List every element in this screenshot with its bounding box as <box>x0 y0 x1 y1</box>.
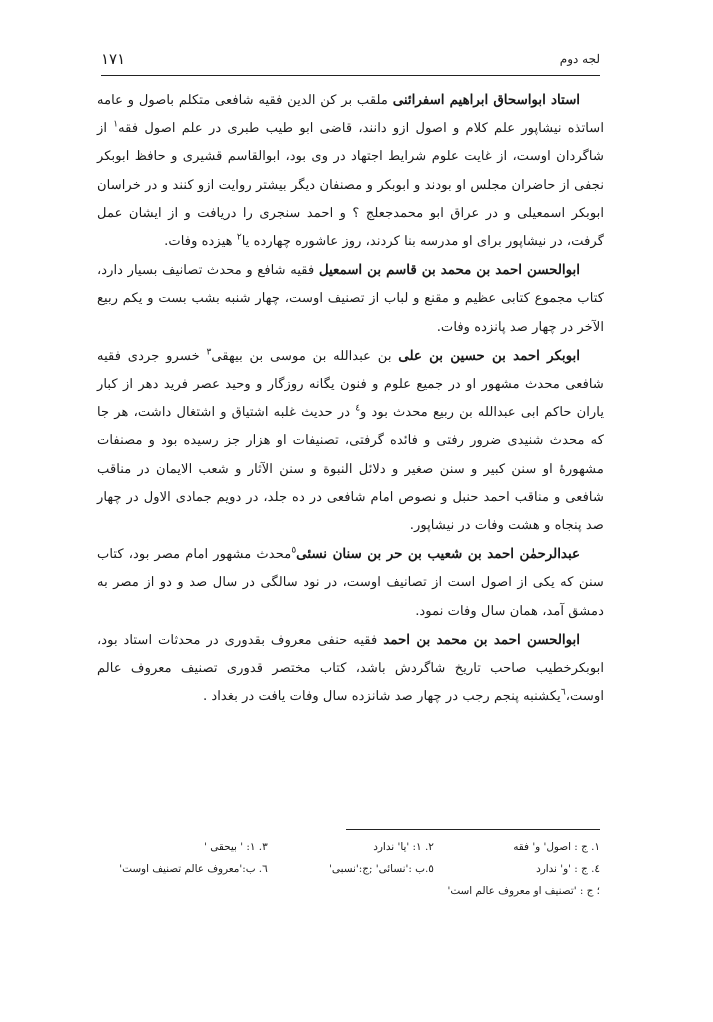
entry-name: عبدالرحمٰن احمد بن شعیب بن حر بن سنان نسئی <box>296 546 580 563</box>
footnote-rule <box>346 829 600 830</box>
footnote-marker: ٤ <box>355 403 361 414</box>
entry-text: خسرو جردی فقیه شافعی محدث مشهور او در جمیع علوم و فنون یگانه روزگار و وحید عصر فرید دهر از کبار یاران حاکم ابی عبدالله بن ربیع محدث بود و <box>97 348 604 421</box>
footnote-marker: ۳ <box>206 347 212 358</box>
footnote: ٦. ب:'معروف عالم تصنیف اوست' <box>119 863 268 875</box>
entry-abul-hasan-qasim <box>97 256 604 342</box>
footnote: ؛ ج : 'تصنیف او معروف عالم است' <box>447 885 600 897</box>
entry-text: از شاگردان اوست، از غایت علوم شرایط اجتهاد در وی بود، ابوالقاسم قشیری و حافظ ابوبکر نجفی از حاضران مجلس او بودند و ابوبکر و مصنفان دیگر بیشتر روایت ازو کنند و در خراسان ابوبکر اسمعیلی و در عراق ابو محمدجعلج ؟ و احمد سنجری را دریافت و از ایشان عمل گرفت، در نیشاپور برای او مدرسه بنا کردند، روز عاشوره چهارده یا <box>97 121 604 250</box>
entry-nasai <box>97 540 604 626</box>
footnote: ٤. ج : 'و' ندارد <box>536 863 600 875</box>
footnote-row <box>101 836 600 858</box>
running-title: لجه دوم <box>559 52 600 66</box>
footnote-marker: ۱ <box>113 119 119 130</box>
footnote-row <box>101 880 600 902</box>
footnote-marker: ۲ <box>236 232 242 243</box>
footnotes <box>101 836 600 902</box>
footnote: ٥.ب :'نسائی' ;ج:'نسبی' <box>329 863 434 875</box>
footnote-row <box>101 858 600 880</box>
page-header <box>101 44 600 74</box>
entry-text: در حدیث غلبه اشتیاق و اشتغال داشت، هر جا که محدث شنیدی ضرور رفتی و فائده گرفتی، تصنیفات او هزار جز رسیده بود و مصنفات مشهورهٔ او سنن کبیر و سنن صغیر و دلائل النبوة و سنن الآثار و شعب الایمان در مناقب شافعی و مناقب احمد حنبل و نصوص امام شافعی در ده جلد، در دویم جمادی الاول در چهار صد پنجاه و هشت وفات در نیشاپور. <box>97 405 604 534</box>
page-number: ۱۷۱ <box>101 50 126 68</box>
body-text <box>97 86 604 711</box>
entry-text: فقیه حنفی معروف بقدوری در محدثات استاد بود، ابوبکرخطیب صاحب تاریخ شاگردش باشد، کتاب مختصر قدوری تصنیف معروف عالم اوست، <box>97 632 604 705</box>
footnote: ۱. ج : اصول' و' فقه <box>513 841 600 853</box>
entry-name: ابوالحسن احمد بن محمد بن قاسم بن اسمعیل <box>318 262 580 279</box>
entry-quduri <box>97 626 604 712</box>
header-rule <box>101 75 600 76</box>
entry-text: محدث مشهور امام مصر بود، کتاب سنن که یکی از اصول است از تصانیف اوست، در نود سالگی در سال صد و دو از مصر به دمشق آمد، همان سال وفات نمود. <box>97 547 604 619</box>
entry-name: ابوالحسن احمد بن محمد بن احمد <box>383 631 580 648</box>
footnote: ۳. ۱: ' بیحقی ' <box>204 841 268 853</box>
entry-bayhaqi <box>97 342 604 540</box>
entry-abu-ishaq <box>97 86 604 256</box>
entry-text: بن عبدالله بن موسی بن بیهقی <box>211 348 399 364</box>
entry-name: استاد ابواسحاق ابراهیم اسفرائنی <box>392 92 581 108</box>
entry-name: ابوبکر احمد بن حسین بن علی <box>398 347 580 364</box>
entry-text: یکشنبه پنجم رجب در چهار صد شانزده سال وفات یافت در بغداد . <box>203 689 561 705</box>
footnote: ۲. ۱: 'یا' ندارد <box>373 841 434 853</box>
entry-text: هیزده وفات. <box>164 234 237 250</box>
entry-text: ملقب بر کن الدین فقیه شافعی متکلم باصول و عامه اساتذه نیشاپور علم کلام و اصول ازو دانند، قاضی ابو طیب طبری در علم اصول فقه <box>97 93 604 137</box>
entry-text: فقیه شافع و محدث تصانیف بسیار دارد، کتاب مجموع کتابی عظیم و مقنع و لباب از تصنیف اوست، چهار شنبه بشب بست و یکم ربیع الآخر در چهار صد پانزده وفات. <box>97 263 604 335</box>
footnote-marker: ٥ <box>291 545 297 556</box>
footnote-marker: ٦ <box>560 687 566 698</box>
